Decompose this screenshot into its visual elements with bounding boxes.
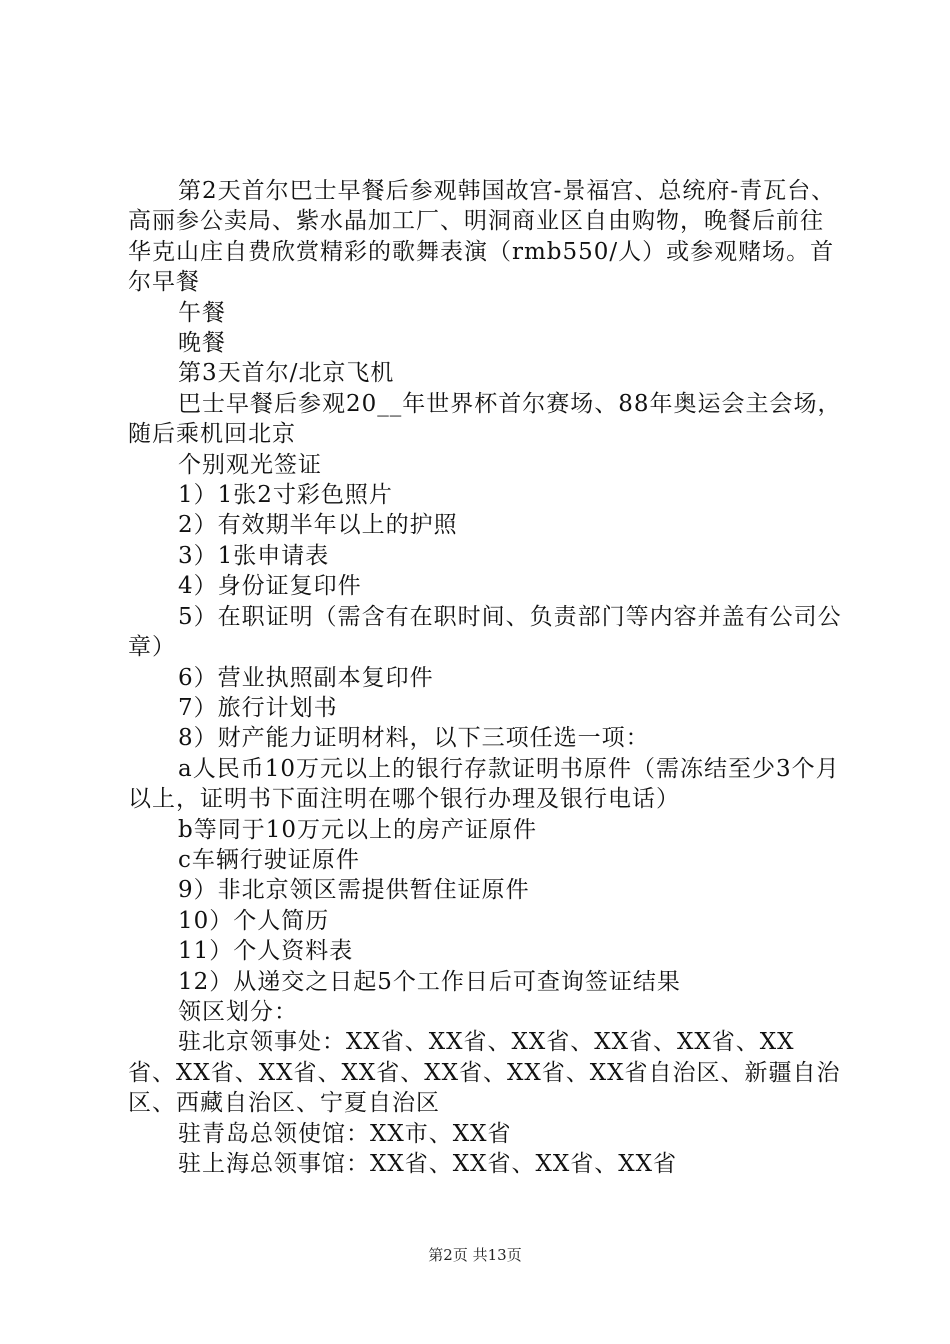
paragraph: 晚餐 — [178, 330, 226, 357]
paragraph: a人民币10万元以上的银行存款证明书原件（需冻结至少3个月以上，证明书下面注明在哪个银行办理及银行电话） — [128, 755, 840, 813]
paragraph: 1）1张2寸彩色照片 — [178, 482, 393, 509]
paragraph: 驻上海总领事馆：XX省、XX省、XX省、XX省 — [178, 1151, 677, 1177]
paragraph: 9）非北京领区需提供暂住证原件 — [178, 877, 530, 904]
paragraph: 8）财产能力证明材料，以下三项任选一项： — [178, 725, 650, 752]
paragraph: 7）旅行计划书 — [178, 694, 338, 721]
paragraph: 12）从递交之日起5个工作日后可查询签证结果 — [178, 968, 681, 995]
paragraph: 第3天首尔/北京飞机 — [178, 360, 395, 387]
paragraph: 第2天首尔巴士早餐后参观韩国故宫-景福宫、总统府-青瓦台、高丽参公卖局、紫水晶加工厂、明洞商业区自由购物，晚餐后前往华克山庄自费欣赏精彩的歌舞表演（rmb550/人）或参观赌场。首尔早餐 — [128, 178, 836, 296]
paragraph: 6）营业执照副本复印件 — [178, 664, 434, 691]
paragraph: 2）有效期半年以上的护照 — [178, 512, 458, 539]
paragraph: 领区划分： — [178, 998, 298, 1025]
paragraph: 驻北京领事处：XX省、XX省、XX省、XX省、XX省、XX省、XX省、XX省、XX省、XX省、XX省、XX省自治区、新疆自治区、西藏自治区、宁夏自治区 — [128, 1029, 841, 1117]
paragraph: 10）个人简历 — [178, 907, 330, 934]
page-number-footer: 第2页 共13页 — [428, 1246, 522, 1264]
paragraph: 11）个人资料表 — [178, 938, 354, 965]
paragraph: b等同于10万元以上的房产证原件 — [178, 816, 537, 843]
paragraph: 个别观光签证 — [178, 451, 322, 478]
paragraph: 巴士早餐后参观20__年世界杯首尔赛场、88年奥运会主会场，随后乘机回北京 — [128, 390, 842, 448]
paragraph: 3）1张申请表 — [178, 542, 330, 569]
paragraph: 午餐 — [178, 299, 226, 326]
paragraph: c车辆行驶证原件 — [178, 846, 360, 873]
paragraph: 驻青岛总领使馆：XX市、XX省 — [178, 1120, 512, 1147]
document-body — [128, 176, 842, 1179]
paragraph: 4）身份证复印件 — [178, 573, 362, 600]
paragraph: 5）在职证明（需含有在职时间、负责部门等内容并盖有公司公章） — [128, 603, 842, 661]
